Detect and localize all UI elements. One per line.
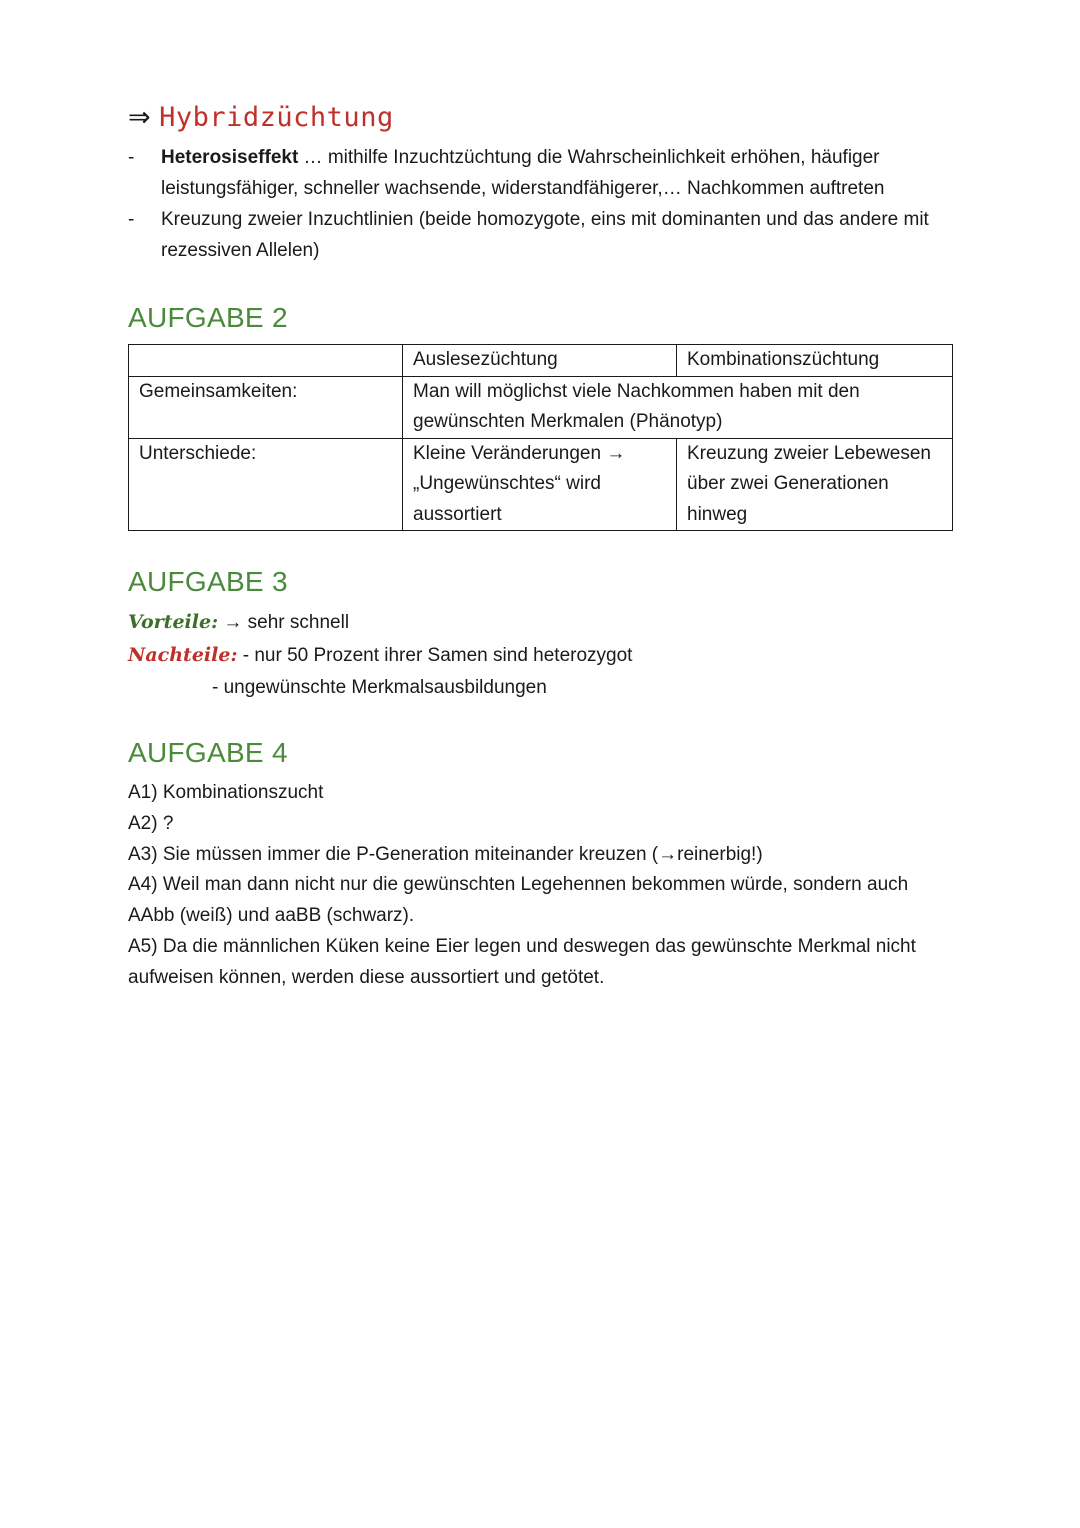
hybrid-bullet-list (128, 142, 958, 266)
header-kombinationszuechtung: Kombinationszüchtung (677, 345, 953, 377)
answer-a2: A2) ? (128, 812, 174, 834)
pros-label: Vorteile: (128, 611, 219, 633)
answer-a5: A5) Da die männlichen Küken keine Eier legen und deswegen das gewünschte Merkmal nicht aufweisen können, werden diese aussortiert und getötet. (128, 935, 916, 988)
hybrid-section-title (128, 102, 394, 133)
table-row (129, 376, 953, 438)
cons-text-1: - nur 50 Prozent ihrer Samen sind heterozygot (237, 645, 633, 666)
bold-term: Heterosiseffekt (161, 147, 299, 168)
list-item (128, 142, 958, 204)
row-label-unterschiede: Unterschiede: (129, 438, 403, 531)
table-corner-cell (129, 345, 403, 377)
aufgabe-3-body (128, 606, 632, 704)
row-label-gemeinsamkeiten: Gemeinsamkeiten: (129, 376, 403, 438)
bullet-text: Kreuzung zweier Inzuchtlinien (beide homozygote, eins mit dominanten und das andere mit rezessiven Allelen) (161, 209, 929, 261)
aufgabe-2-heading: AUFGABE 2 (128, 302, 288, 333)
bullet-text: … mithilfe Inzuchtzüchtung die Wahrscheinlichkeit erhöhen, häufiger leistungsfähiger, schneller wachsende, widerstandfähigerer,… Nachkommen auftreten (161, 147, 885, 199)
aufgabe-4-heading: AUFGABE 4 (128, 737, 288, 768)
answer-a4: A4) Weil man dann nicht nur die gewünschten Legehennen bekommen würde, sondern auch AAbb (weiß) und aaBB (schwarz). (128, 874, 909, 927)
cons-label: Nachteile: (128, 644, 238, 666)
aufgabe-3-heading: AUFGABE 3 (128, 566, 288, 597)
cons-line (128, 639, 632, 672)
table-row (129, 438, 953, 531)
cell-gemeinsamkeiten: Man will möglichst viele Nachkommen haben mit den gewünschten Merkmalen (Phänotyp) (403, 376, 953, 438)
comparison-table (128, 344, 953, 531)
pros-text: → sehr schnell (218, 612, 350, 633)
answer-a1: A1) Kombinationszucht (128, 782, 324, 803)
aufgabe-4-answers (128, 778, 958, 994)
answer-a3: A3) Sie müssen immer die P-Generation miteinander kreuzen (→reinerbig!) (128, 843, 763, 865)
bullet-dash: - (128, 147, 135, 168)
list-item (128, 204, 958, 266)
bullet-dash: - (128, 209, 135, 230)
hybrid-title-text: Hybridzüchtung (159, 102, 394, 133)
table-header-row (129, 345, 953, 377)
cons-text-2: - ungewünschte Merkmalsausbildungen (212, 677, 547, 698)
pros-line (128, 606, 632, 639)
cell-unterschied-kombination: Kreuzung zweier Lebewesen über zwei Generationen hinweg (677, 438, 953, 531)
cell-unterschied-auslese: Kleine Veränderungen → „Ungewünschtes“ wird aussortiert (403, 438, 677, 531)
double-arrow-icon: ⇒ (128, 102, 152, 133)
header-auslesezuechtung: Auslesezüchtung (403, 345, 677, 377)
